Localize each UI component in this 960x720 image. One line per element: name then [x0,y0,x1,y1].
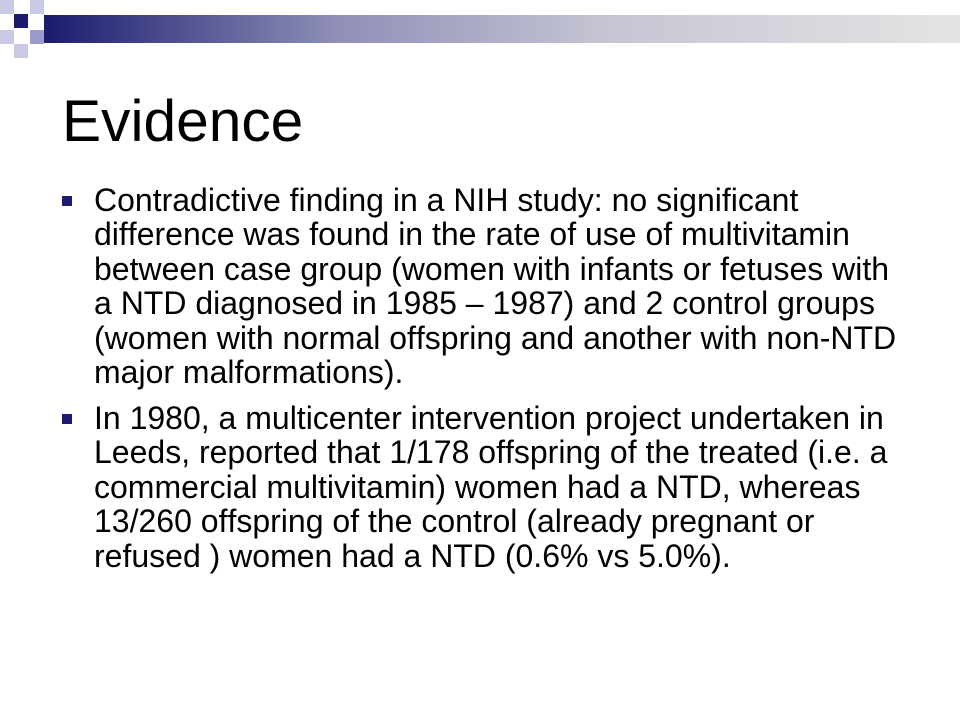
bullet-text: Contradictive finding in a NIH study: no significant difference was found in the rate of use of multivitamin between case group (women with infants or fetuses with a NTD diagnosed in 1985 – 1987) and 2 control groups (women with normal offspring and another with non-NTD major malformations). [94,182,897,391]
decor-square-light [14,44,28,58]
gradient-header-bar [44,15,960,43]
decor-square-navy [14,14,28,28]
square-bullet-icon [62,196,72,206]
decor-square-light [0,0,14,14]
bullet-text: In 1980, a multicenter intervention project undertaken in Leeds, reported that 1/178 offspring of the treated (i.e. a commercial multivitamin) women had a NTD, whereas 13/260 offspring of the control (already pregnant or refused ) women had a NTD (0.6% vs 5.0%). [94,400,888,574]
bullet-item [62,401,906,573]
bullet-list [62,183,906,573]
decor-square-mid [30,30,44,44]
bullet-item [62,183,906,389]
slide-title: Evidence [62,89,304,154]
square-bullet-icon [62,414,72,424]
decor-square-light [0,30,14,44]
decor-square-light [30,0,44,14]
